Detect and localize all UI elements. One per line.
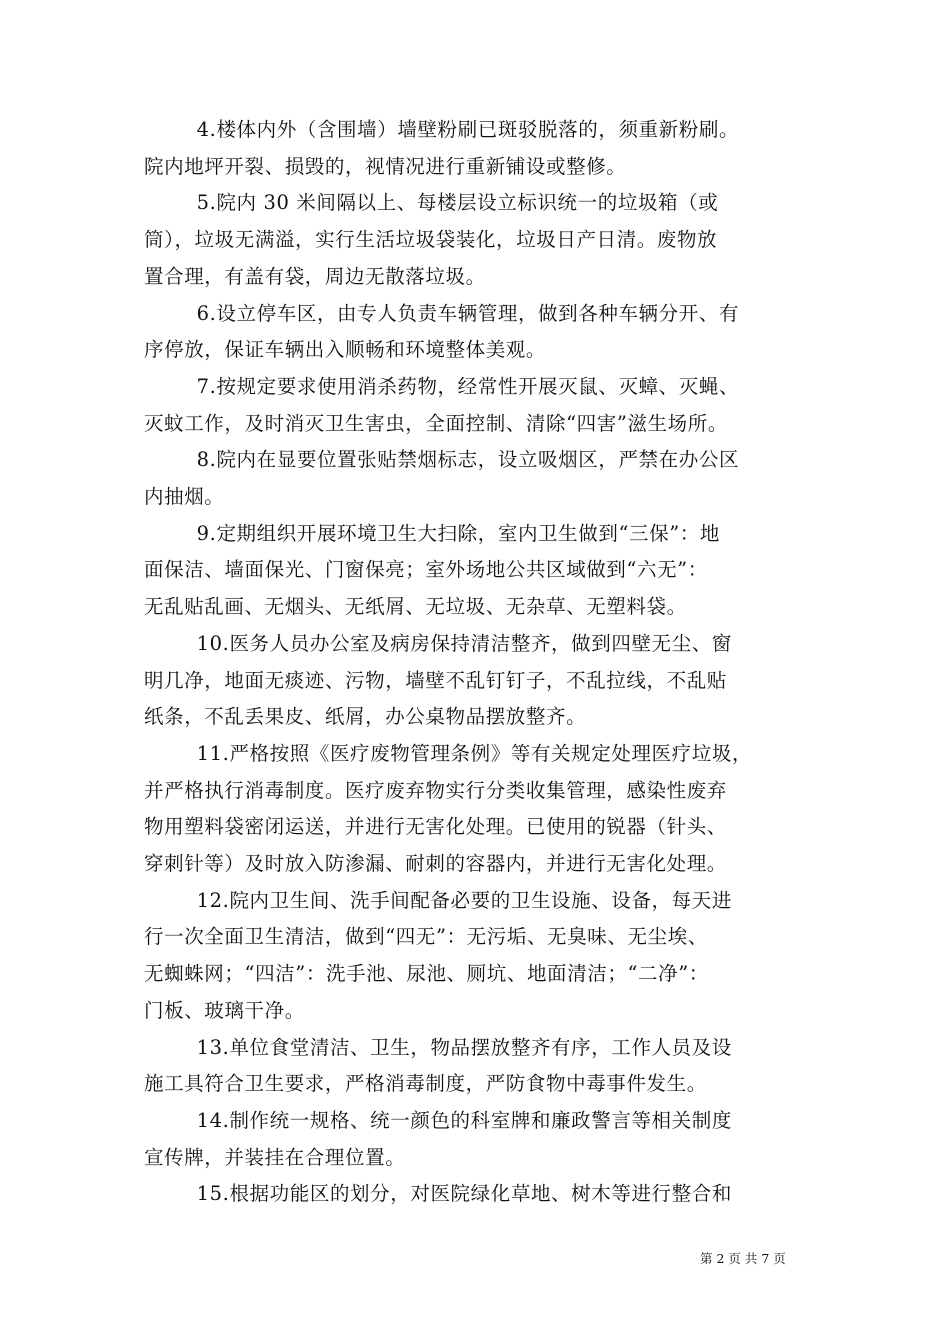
text-line: 5.院内 30 米间隔以上、每楼层设立标识统一的垃圾箱（或 xyxy=(196,191,719,215)
text-line: 11.严格按照《医疗废物管理条例》等有关规定处理医疗垃圾， xyxy=(196,741,753,765)
text-line: 15.根据功能区的划分，对医院绿化草地、树木等进行整合和 xyxy=(196,1182,732,1206)
text-line: 12.院内卫生间、洗手间配备必要的卫生设施、设备，每天进 xyxy=(196,888,732,912)
text-line: 灭蚊工作，及时消灭卫生害虫，全面控制、清除“四害”滋生场所。 xyxy=(144,411,728,435)
text-line: 10.医务人员办公室及病房保持清洁整齐，做到四壁无尘、窗 xyxy=(196,631,732,655)
text-line: 9.定期组织开展环境卫生大扫除，室内卫生做到“三保”：地 xyxy=(196,521,720,545)
paragraph-item xyxy=(144,1103,812,1176)
text-line: 面保洁、墙面保光、门窗保亮；室外场地公共区域做到“六无”： xyxy=(144,558,708,582)
paragraph-item xyxy=(144,1176,812,1213)
paragraph-item xyxy=(144,112,812,185)
text-line: 置合理，有盖有袋，周边无散落垃圾。 xyxy=(144,264,486,288)
text-line: 宣传牌，并装挂在合理位置。 xyxy=(144,1145,406,1169)
text-line: 门板、玻璃干净。 xyxy=(144,998,305,1022)
text-line: 筒），垃圾无满溢，实行生活垃圾袋装化，垃圾日产日清。废物放 xyxy=(144,228,718,252)
text-line: 序停放，保证车辆出入顺畅和环境整体美观。 xyxy=(144,338,547,362)
text-line: 施工具符合卫生要求，严格消毒制度，严防食物中毒事件发生。 xyxy=(144,1072,707,1096)
paragraph-item xyxy=(144,736,812,883)
text-line: 并严格执行消毒制度。医疗废弃物实行分类收集管理，感染性废弃 xyxy=(144,778,727,802)
paragraph-item xyxy=(144,1030,812,1103)
text-line: 院内地坪开裂、损毁的，视情况进行重新铺设或整修。 xyxy=(144,154,627,178)
text-line: 14.制作统一规格、统一颜色的科室牌和廉政警言等相关制度 xyxy=(196,1108,732,1132)
text-line: 13.单位食堂清洁、卫生，物品摆放整齐有序，工作人员及设 xyxy=(196,1035,732,1059)
text-line: 8.院内在显要位置张贴禁烟标志，设立吸烟区，严禁在办公区 xyxy=(196,448,740,472)
text-line: 纸条，不乱丢果皮、纸屑，办公桌物品摆放整齐。 xyxy=(144,705,587,729)
paragraph-item xyxy=(144,442,812,515)
text-line: 无蜘蛛网；“四洁”：洗手池、尿池、厕坑、地面清洁；“二净”： xyxy=(144,962,709,986)
text-line: 行一次全面卫生清洁，做到“四无”：无污垢、无臭味、无尘埃、 xyxy=(144,925,708,949)
text-line: 无乱贴乱画、无烟头、无纸屑、无垃圾、无杂草、无塑料袋。 xyxy=(144,595,687,619)
paragraph-item xyxy=(144,185,812,295)
page-number-footer: 第 2 页 共 7 页 xyxy=(700,1251,786,1266)
text-line: 6.设立停车区，由专人负责车辆管理，做到各种车辆分开、有 xyxy=(196,301,740,325)
document-body xyxy=(144,112,812,1213)
text-line: 7.按规定要求使用消杀药物，经常性开展灭鼠、灭蟑、灭蝇、 xyxy=(196,374,740,398)
paragraph-item xyxy=(144,516,812,626)
paragraph-item xyxy=(144,626,812,736)
text-line: 明几净，地面无痰迹、污物，墙壁不乱钉钉子，不乱拉线，不乱贴 xyxy=(144,668,727,692)
text-line: 穿刺针等）及时放入防渗漏、耐刺的容器内，并进行无害化处理。 xyxy=(144,852,727,876)
paragraph-item xyxy=(144,296,812,369)
paragraph-item xyxy=(144,369,812,442)
text-line: 物用塑料袋密闭运送，并进行无害化处理。已使用的锐器（针头、 xyxy=(144,815,727,839)
text-line: 4.楼体内外（含围墙）墙壁粉刷已斑驳脱落的，须重新粉刷。 xyxy=(196,118,740,141)
text-line: 内抽烟。 xyxy=(144,485,225,509)
paragraph-item xyxy=(144,883,812,1030)
